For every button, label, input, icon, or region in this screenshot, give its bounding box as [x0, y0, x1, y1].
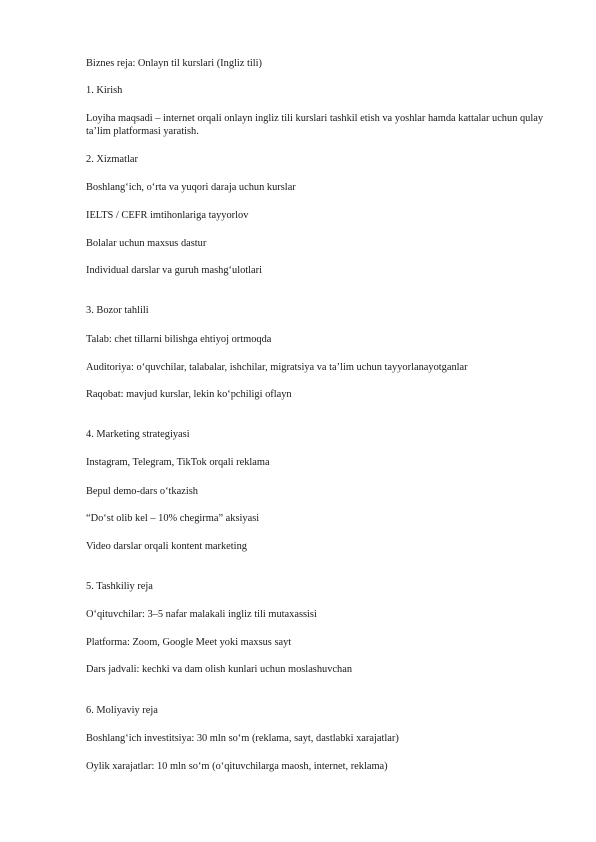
- finance-item: Oylik xarajatlar: 10 mln so‘m (o‘qituvchilarga maosh, internet, reklama): [86, 761, 388, 772]
- market-item: Raqobat: mavjud kurslar, lekin ko‘pchiligi oflayn: [86, 389, 292, 400]
- finance-item: Boshlang‘ich investitsiya: 30 mln so‘m (reklama, sayt, dastlabki xarajatlar): [86, 733, 399, 744]
- marketing-item: “Do‘st olib kel – 10% chegirma” aksiyasi: [86, 513, 260, 524]
- services-item: Bolalar uchun maxsus dastur: [86, 238, 207, 249]
- organization-item: Platforma: Zoom, Google Meet yoki maxsus sayt: [86, 637, 292, 648]
- marketing-item: Bepul demo-dars o‘tkazish: [86, 486, 198, 497]
- section-heading-market: 3. Bozor tahlili: [86, 305, 149, 316]
- document-title: Biznes reja: Onlayn til kurslari (Ingliz tili): [86, 58, 263, 69]
- services-item: Boshlang‘ich, o‘rta va yuqori daraja uchun kurslar: [86, 182, 296, 193]
- market-item: Auditoriya: o‘quvchilar, talabalar, ishchilar, migratsiya va ta’lim uchun tayyorlanayotganlar: [86, 362, 468, 373]
- intro-paragraph: Loyiha maqsadi – internet orqali onlayn ingliz tili kurslari tashkil etish va yoshlar hamda kattalar uchun qulay ta’lim platformasi yaratish.: [86, 113, 544, 137]
- organization-item: Dars jadvali: kechki va dam olish kunlari uchun moslashuvchan: [86, 664, 353, 675]
- section-heading-marketing: 4. Marketing strategiyasi: [86, 429, 190, 440]
- organization-item: O‘qituvchilar: 3–5 nafar malakali ingliz tili mutaxassisi: [86, 609, 317, 620]
- market-item: Talab: chet tillarni bilishga ehtiyoj ortmoqda: [86, 334, 272, 345]
- section-heading-organization: 5. Tashkiliy reja: [86, 581, 153, 592]
- marketing-item: Video darslar orqali kontent marketing: [86, 541, 247, 552]
- services-item: Individual darslar va guruh mashg‘ulotlari: [86, 265, 263, 276]
- services-item: IELTS / CEFR imtihonlariga tayyorlov: [86, 210, 249, 221]
- section-heading-services: 2. Xizmatlar: [86, 154, 138, 165]
- section-heading-intro: 1. Kirish: [86, 85, 123, 96]
- section-heading-finance: 6. Moliyaviy reja: [86, 705, 158, 716]
- marketing-item: Instagram, Telegram, TikTok orqali reklama: [86, 457, 270, 468]
